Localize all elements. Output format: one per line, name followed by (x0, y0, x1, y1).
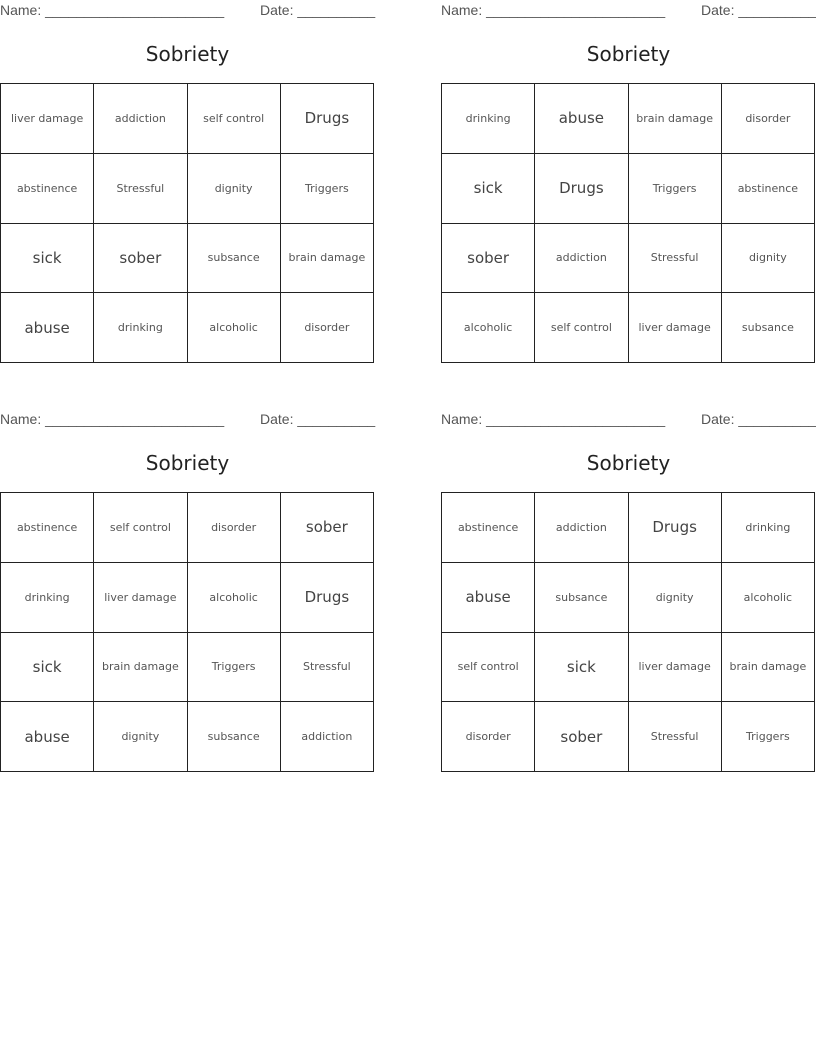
bingo-cell: brain damage (722, 633, 815, 703)
bingo-cell: Triggers (281, 154, 374, 224)
bingo-cell: Stressful (629, 224, 722, 294)
bingo-cell: drinking (722, 493, 815, 563)
bingo-cell: addiction (94, 84, 187, 154)
bingo-cell: drinking (94, 293, 187, 363)
card-title: Sobriety (145, 42, 230, 66)
card-header (0, 2, 375, 20)
bingo-cell: Drugs (629, 493, 722, 563)
bingo-cell: disorder (722, 84, 815, 154)
bingo-cell: abstinence (442, 493, 535, 563)
name-field: Name: _______________________ (441, 2, 666, 18)
bingo-cell: sick (535, 633, 628, 703)
bingo-cell: drinking (442, 84, 535, 154)
date-field: Date: __________ (701, 2, 816, 18)
bingo-cell: sober (442, 224, 535, 294)
bingo-cell: abuse (442, 563, 535, 633)
bingo-cell: addiction (535, 224, 628, 294)
bingo-cell: dignity (722, 224, 815, 294)
bingo-grid (441, 83, 815, 363)
card-title: Sobriety (586, 42, 671, 66)
bingo-cell: sober (94, 224, 187, 294)
bingo-cell: liver damage (629, 633, 722, 703)
bingo-cell: abstinence (1, 493, 94, 563)
bingo-cell: addiction (281, 702, 374, 772)
bingo-cell: brain damage (629, 84, 722, 154)
bingo-cell: disorder (281, 293, 374, 363)
bingo-cell: alcoholic (188, 563, 281, 633)
bingo-cell: self control (94, 493, 187, 563)
bingo-cell: dignity (188, 154, 281, 224)
date-field: Date: __________ (260, 2, 376, 18)
bingo-card-4 (441, 409, 816, 789)
bingo-cell: Drugs (281, 563, 374, 633)
bingo-cell: self control (188, 84, 281, 154)
bingo-cell: Drugs (281, 84, 374, 154)
bingo-grid (0, 492, 374, 772)
bingo-cell: subsance (188, 702, 281, 772)
bingo-cell: dignity (629, 563, 722, 633)
bingo-cell: Triggers (629, 154, 722, 224)
bingo-cell: sober (535, 702, 628, 772)
bingo-cell: abuse (1, 293, 94, 363)
bingo-cell: Stressful (281, 633, 374, 703)
card-header (441, 2, 816, 20)
bingo-cell: addiction (535, 493, 628, 563)
bingo-card-3 (0, 409, 375, 789)
bingo-cell: abstinence (1, 154, 94, 224)
name-field: Name: _______________________ (0, 411, 225, 427)
date-field: Date: __________ (260, 411, 376, 427)
bingo-cell: Stressful (629, 702, 722, 772)
bingo-cell: sick (442, 154, 535, 224)
bingo-cell: sober (281, 493, 374, 563)
bingo-cell: alcoholic (188, 293, 281, 363)
bingo-cell: brain damage (281, 224, 374, 294)
bingo-cell: self control (535, 293, 628, 363)
bingo-cell: alcoholic (442, 293, 535, 363)
card-title: Sobriety (145, 451, 230, 475)
card-title: Sobriety (586, 451, 671, 475)
bingo-cell: drinking (1, 563, 94, 633)
bingo-cell: liver damage (1, 84, 94, 154)
name-field: Name: _______________________ (441, 411, 666, 427)
bingo-cell: Stressful (94, 154, 187, 224)
bingo-cell: Drugs (535, 154, 628, 224)
bingo-cell: liver damage (629, 293, 722, 363)
bingo-card-1 (0, 0, 375, 380)
bingo-grid (0, 83, 374, 363)
bingo-cell: subsance (188, 224, 281, 294)
bingo-cell: liver damage (94, 563, 187, 633)
card-header (441, 411, 816, 429)
bingo-cell: Triggers (722, 702, 815, 772)
bingo-cell: abuse (1, 702, 94, 772)
bingo-cell: subsance (535, 563, 628, 633)
bingo-grid (441, 492, 815, 772)
card-header (0, 411, 375, 429)
name-field: Name: _______________________ (0, 2, 225, 18)
bingo-cell: abuse (535, 84, 628, 154)
bingo-cell: dignity (94, 702, 187, 772)
bingo-cell: disorder (188, 493, 281, 563)
bingo-cell: disorder (442, 702, 535, 772)
bingo-cell: brain damage (94, 633, 187, 703)
bingo-cell: sick (1, 633, 94, 703)
bingo-cell: alcoholic (722, 563, 815, 633)
bingo-cell: abstinence (722, 154, 815, 224)
date-field: Date: __________ (701, 411, 816, 427)
bingo-cell: sick (1, 224, 94, 294)
bingo-cell: subsance (722, 293, 815, 363)
bingo-cell: Triggers (188, 633, 281, 703)
bingo-card-2 (441, 0, 816, 380)
bingo-cell: self control (442, 633, 535, 703)
